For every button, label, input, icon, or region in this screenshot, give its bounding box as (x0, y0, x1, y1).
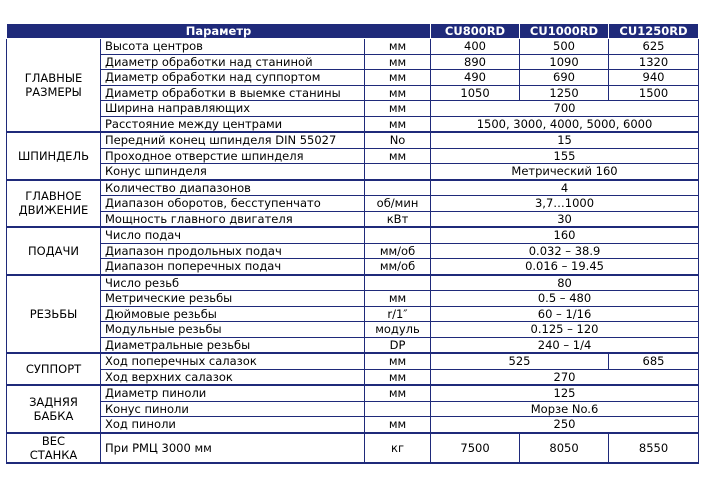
param-name: При РМЦ 3000 мм (101, 433, 365, 463)
group-label-line: БАБКА (33, 408, 74, 423)
group-label (7, 433, 101, 463)
param-unit: мм/об (365, 259, 431, 275)
header-model-1: CU800RD (431, 24, 520, 39)
group-label-line: ГЛАВНОЕ (25, 189, 82, 204)
table-row (7, 401, 699, 417)
param-unit: мм (365, 116, 431, 132)
table-row (7, 39, 699, 55)
param-name: Диаметр обработки в выемке станины (101, 85, 365, 101)
param-name: Число резьб (101, 275, 365, 291)
param-name: Число подач (101, 227, 365, 243)
param-value: 0.125 – 120 (431, 322, 699, 338)
param-name: Расстояние между центрами (101, 116, 365, 132)
table-row (7, 132, 699, 148)
group-label-line: ЗАДНЯЯ (29, 394, 78, 409)
param-value: 500 (520, 39, 609, 55)
table-row (7, 417, 699, 433)
param-value: 1500 (609, 85, 699, 101)
table-row (7, 385, 699, 401)
param-value: 8050 (520, 433, 609, 463)
param-value: 0.016 – 19.45 (431, 259, 699, 275)
param-name: Проходное отверстие шпинделя (101, 148, 365, 164)
param-unit: модуль (365, 322, 431, 338)
group-label-line: РАЗМЕРЫ (25, 85, 82, 99)
table-row (7, 337, 699, 353)
spec-table (6, 23, 699, 464)
param-value: 240 – 1/4 (431, 337, 699, 353)
param-name: Метрические резьбы (101, 291, 365, 307)
param-unit: r/1″ (365, 306, 431, 322)
param-value: 80 (431, 275, 699, 291)
group-label-line: ШПИНДЕЛЬ (18, 148, 89, 163)
param-name: Диапазон поперечных подач (101, 259, 365, 275)
param-value: 1500, 3000, 4000, 5000, 6000 (431, 116, 699, 132)
group-label-line: СТАНКА (29, 447, 78, 462)
table-row (7, 85, 699, 101)
param-value: Метрический 160 (431, 164, 699, 180)
group-label-line: ВЕС (41, 433, 66, 448)
param-value: 3,7…1000 (431, 196, 699, 212)
param-unit: кВт (365, 211, 431, 227)
param-unit: мм (365, 417, 431, 433)
param-name: Конус шпинделя (101, 164, 365, 180)
param-value: 270 (431, 369, 699, 385)
param-unit: мм/об (365, 243, 431, 259)
param-value: Морзе No.6 (431, 401, 699, 417)
param-value: 155 (431, 148, 699, 164)
param-value: 400 (431, 39, 520, 55)
header-param: Параметр (7, 24, 431, 39)
param-name: Диаметр обработки над станиной (101, 54, 365, 70)
header-model-2: CU1000RD (520, 24, 609, 39)
param-value: 525 (431, 353, 609, 369)
param-name: Диаметр обработки над суппортом (101, 70, 365, 86)
spec-body (7, 39, 699, 463)
table-row (7, 196, 699, 212)
param-value: 1320 (609, 54, 699, 70)
param-name: Ширина направляющих (101, 101, 365, 117)
param-unit: мм (365, 70, 431, 86)
param-unit: No (365, 132, 431, 148)
param-name: Дюймовые резьбы (101, 306, 365, 322)
param-unit: мм (365, 39, 431, 55)
param-name: Диаметр пиноли (101, 385, 365, 401)
param-value: 890 (431, 54, 520, 70)
param-unit: об/мин (365, 196, 431, 212)
param-value: 7500 (431, 433, 520, 463)
table-row (7, 291, 699, 307)
table-row (7, 353, 699, 369)
param-unit: мм (365, 54, 431, 70)
param-unit (365, 275, 431, 291)
table-row (7, 227, 699, 243)
param-value: 0.032 – 38.9 (431, 243, 699, 259)
header-model-3: CU1250RD (609, 24, 699, 39)
param-value: 690 (520, 70, 609, 86)
param-unit (365, 180, 431, 196)
table-row (7, 275, 699, 291)
param-name: Диаметральные резьбы (101, 337, 365, 353)
table-row (7, 148, 699, 164)
param-name: Высота центров (101, 39, 365, 55)
param-name: Мощность главного двигателя (101, 211, 365, 227)
group-label (7, 132, 101, 180)
table-row (7, 180, 699, 196)
param-value: 490 (431, 70, 520, 86)
group-label-line: ДВИЖЕНИЕ (18, 203, 89, 218)
group-label (7, 275, 101, 354)
param-name: Количество диапазонов (101, 180, 365, 196)
param-value: 625 (609, 39, 699, 55)
param-name: Диапазон оборотов, бесступенчато (101, 196, 365, 212)
param-value: 60 – 1/16 (431, 306, 699, 322)
param-value: 250 (431, 417, 699, 433)
param-name: Диапазон продольных подач (101, 243, 365, 259)
table-row (7, 259, 699, 275)
param-unit: мм (365, 369, 431, 385)
param-value: 30 (431, 211, 699, 227)
param-name: Передний конец шпинделя DIN 55027 (101, 132, 365, 148)
param-unit: мм (365, 101, 431, 117)
group-label-line: РЕЗЬБЫ (29, 306, 78, 321)
group-label (7, 353, 101, 385)
param-value: 15 (431, 132, 699, 148)
param-value: 685 (609, 353, 699, 369)
param-value: 700 (431, 101, 699, 117)
table-row (7, 306, 699, 322)
param-name: Конус пиноли (101, 401, 365, 417)
group-label-line: СУППОРТ (25, 362, 82, 376)
param-value: 0.5 – 480 (431, 291, 699, 307)
table-row (7, 164, 699, 180)
param-value: 160 (431, 227, 699, 243)
param-unit (365, 401, 431, 417)
param-value: 125 (431, 385, 699, 401)
group-label (7, 385, 101, 433)
param-unit: мм (365, 291, 431, 307)
table-row (7, 70, 699, 86)
group-label (7, 180, 101, 228)
param-unit: мм (365, 148, 431, 164)
param-value: 8550 (609, 433, 699, 463)
table-row (7, 243, 699, 259)
param-value: 1250 (520, 85, 609, 101)
param-unit: DP (365, 337, 431, 353)
param-unit: мм (365, 353, 431, 369)
table-row (7, 211, 699, 227)
param-name: Ход поперечных салазок (101, 353, 365, 369)
param-value: 4 (431, 180, 699, 196)
param-unit (365, 164, 431, 180)
param-unit (365, 227, 431, 243)
param-unit: кг (365, 433, 431, 463)
param-unit: мм (365, 85, 431, 101)
param-name: Ход верхних салазок (101, 369, 365, 385)
table-row (7, 116, 699, 132)
group-label (7, 227, 101, 275)
table-row (7, 101, 699, 117)
param-name: Модульные резьбы (101, 322, 365, 338)
group-label (7, 39, 101, 133)
param-unit: мм (365, 385, 431, 401)
table-row (7, 433, 699, 463)
group-label-line: ПОДАЧИ (27, 243, 80, 258)
table-row (7, 322, 699, 338)
table-row (7, 54, 699, 70)
param-value: 1050 (431, 85, 520, 101)
header-row (7, 24, 699, 39)
param-value: 940 (609, 70, 699, 86)
group-label-line: ГЛАВНЫЕ (24, 71, 83, 85)
param-name: Ход пиноли (101, 417, 365, 433)
table-row (7, 369, 699, 385)
param-value: 1090 (520, 54, 609, 70)
